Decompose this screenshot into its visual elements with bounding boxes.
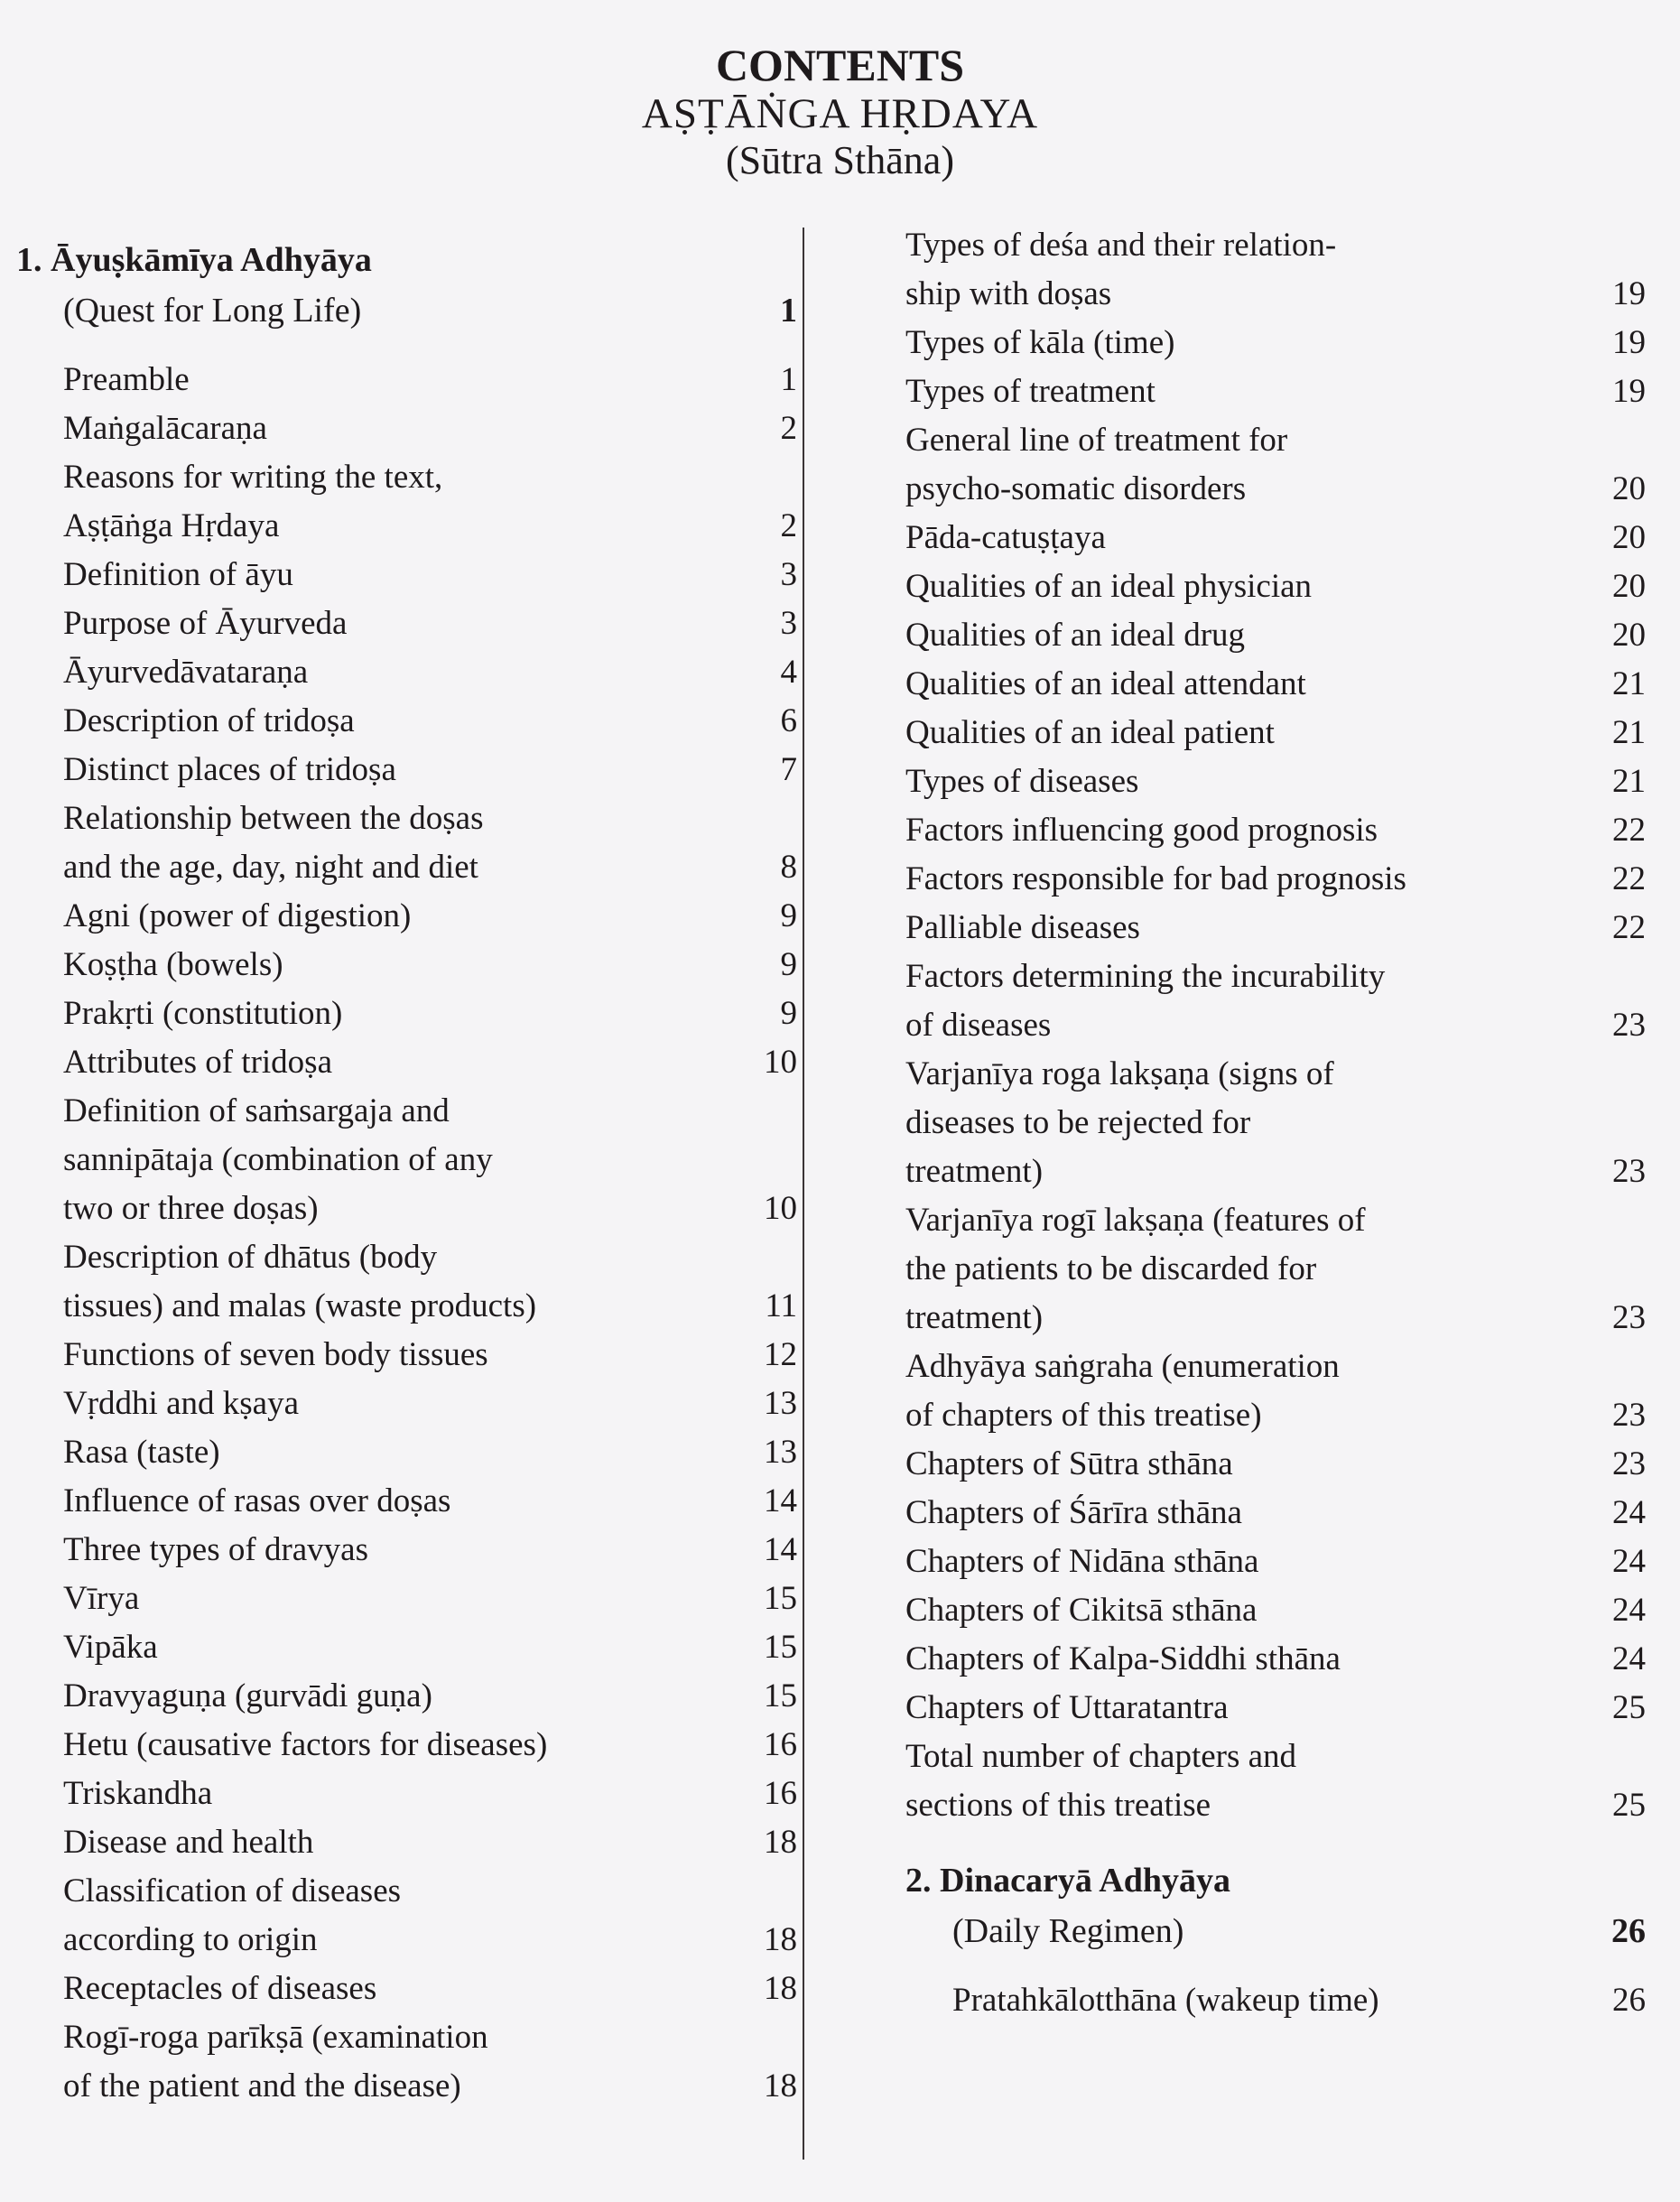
toc-entry (63, 746, 797, 794)
toc-entry (63, 1233, 797, 1331)
toc-entry-text: Relationship between the doṣas and the age, day, night and diet (63, 800, 484, 886)
chapter-2-heading (905, 1855, 1646, 1956)
toc-entry-page: 14 (764, 1531, 797, 1568)
toc-entry-page: 15 (764, 1629, 797, 1666)
toc-entry-page: 23 (1612, 1299, 1646, 1336)
toc-entry-text: Description of tridoṣa (63, 702, 355, 739)
toc-entry-text: Pratahkālotthāna (wakeup time) (952, 1982, 1379, 2019)
chapter-1-subtitle: (Quest for Long Life) (63, 292, 362, 330)
toc-entry (63, 990, 797, 1038)
toc-entry-text: Vṛddhi and kṣaya (63, 1385, 299, 1422)
toc-entry (905, 1586, 1646, 1635)
toc-entry-text: Qualities of an ideal patient (905, 714, 1275, 751)
toc-entry-text: Types of deśa and their relation- ship with doṣas (905, 227, 1337, 312)
toc-entry (905, 952, 1646, 1050)
toc-entry-page: 10 (764, 1044, 797, 1081)
toc-entry (63, 1672, 797, 1721)
toc-entry (905, 1538, 1646, 1586)
toc-entry-text: Varjanīya rogī lakṣaṇa (features of the patients to be discarded for treatment) (905, 1202, 1366, 1336)
chapter-1-title: 1. Āyuṣkāmīya Adhyāya (16, 241, 372, 279)
toc-entry-text: Varjanīya roga lakṣaṇa (signs of diseases to be rejected for treatment) (905, 1055, 1334, 1190)
toc-entry-text: Classification of diseases according to origin (63, 1872, 402, 1958)
chapter-1-page: 1 (780, 292, 797, 330)
toc-entry-text: Koṣṭha (bowels) (63, 946, 283, 983)
toc-entry-page: 12 (764, 1336, 797, 1373)
toc-entry-text: Types of treatment (905, 373, 1156, 410)
toc-entry (63, 1867, 797, 1965)
toc-entry (63, 794, 797, 892)
toc-entry-page: 24 (1612, 1640, 1646, 1677)
toc-entry (63, 892, 797, 941)
toc-entry-text: Qualities of an ideal attendant (905, 665, 1306, 702)
toc-entry (905, 1440, 1646, 1489)
toc-entry (905, 709, 1646, 757)
toc-entry-page: 22 (1612, 909, 1646, 946)
toc-entry-page: 20 (1612, 470, 1646, 507)
toc-entry-text: Agni (power of digestion) (63, 897, 412, 934)
toc-entry-text: Reasons for writing the text, Aṣṭāṅga Hṛdaya (63, 459, 443, 544)
toc-entry (905, 562, 1646, 611)
toc-entry-page: 16 (764, 1726, 797, 1763)
contents-heading: CONTENTS (715, 40, 965, 90)
toc-entry-page: 18 (764, 1824, 797, 1861)
toc-entry (905, 416, 1646, 514)
chapter-2-subtitle: (Daily Regimen) (952, 1912, 1184, 1950)
toc-entry (905, 1684, 1646, 1733)
toc-entry (905, 806, 1646, 855)
right-entry-list (905, 221, 1646, 1830)
toc-entry (905, 1733, 1646, 1830)
toc-entry-page: 21 (1612, 763, 1646, 800)
toc-entry (952, 1976, 1646, 2025)
toc-entry (905, 611, 1646, 660)
toc-entry (905, 221, 1646, 319)
toc-entry-text: Rogī-roga parīkṣā (examination of the patient and the disease) (63, 2019, 488, 2104)
toc-entry-text: Hetu (causative factors for diseases) (63, 1726, 548, 1763)
toc-entry-page: 3 (780, 605, 797, 642)
chapter-2-row (905, 1906, 1646, 1956)
toc-entry (63, 2013, 797, 2111)
toc-entry-text: Rasa (taste) (63, 1434, 220, 1471)
left-column (16, 235, 797, 2111)
toc-entry-text: Dravyaguṇa (gurvādi guṇa) (63, 1677, 432, 1714)
toc-entry-text: Disease and health (63, 1824, 314, 1861)
toc-entry-text: Qualities of an ideal drug (905, 617, 1246, 654)
toc-entry-page: 26 (1612, 1982, 1646, 2019)
toc-entry (905, 757, 1646, 806)
toc-entry-page: 20 (1612, 519, 1646, 556)
toc-entry (905, 904, 1646, 952)
toc-entry (63, 1575, 797, 1623)
sthana-title: (Sūtra Sthāna) (726, 137, 954, 182)
book-title: AṢṬĀṄGA HṚDAYA (641, 90, 1039, 137)
left-entry-list (16, 356, 797, 2111)
toc-entry-page: 9 (780, 995, 797, 1032)
page-header (0, 40, 1680, 182)
toc-entry-text: General line of treatment for psycho-somatic disorders (905, 422, 1288, 507)
toc-entry-page: 25 (1612, 1689, 1646, 1726)
toc-entry (63, 356, 797, 404)
toc-entry-text: Pāda-catuṣṭaya (905, 519, 1106, 556)
toc-entry-page: 16 (764, 1775, 797, 1812)
toc-entry-page: 15 (764, 1580, 797, 1617)
toc-entry (63, 1623, 797, 1672)
chapter-2-entry-list (905, 1976, 1646, 2025)
toc-entry-page: 8 (780, 849, 797, 886)
toc-entry (63, 551, 797, 599)
toc-entry-page: 21 (1612, 714, 1646, 751)
toc-entry-page: 13 (764, 1434, 797, 1471)
toc-entry-page: 20 (1612, 617, 1646, 654)
toc-entry-text: Vipāka (63, 1629, 158, 1666)
toc-entry (63, 1770, 797, 1818)
toc-entry-text: Factors responsible for bad prognosis (905, 860, 1406, 897)
toc-entry (905, 1635, 1646, 1684)
toc-entry-text: Āyurvedāvataraṇa (63, 654, 309, 691)
toc-entry-page: 22 (1612, 812, 1646, 849)
toc-entry (905, 1196, 1646, 1343)
toc-entry-page: 24 (1612, 1543, 1646, 1580)
toc-entry (63, 453, 797, 551)
toc-entry (63, 1965, 797, 2013)
toc-entry (63, 404, 797, 453)
chapter-2-title: 2. Dinacaryā Adhyāya (905, 1862, 1230, 1900)
toc-entry-page: 20 (1612, 568, 1646, 605)
toc-entry (63, 1428, 797, 1477)
toc-entry (63, 697, 797, 746)
toc-entry-page: 25 (1612, 1787, 1646, 1824)
toc-entry (63, 1526, 797, 1575)
toc-entry-page: 2 (780, 507, 797, 544)
toc-entry-text: Chapters of Cikitsā sthāna (905, 1592, 1258, 1629)
toc-entry-text: Triskandha (63, 1775, 213, 1812)
toc-entry-text: Distinct places of tridoṣa (63, 751, 396, 788)
toc-entry (63, 1818, 797, 1867)
toc-entry-text: Factors determining the incurability of diseases (905, 958, 1386, 1044)
toc-entry-text: Palliable diseases (905, 909, 1140, 946)
toc-entry-page: 4 (780, 654, 797, 691)
toc-entry-page: 22 (1612, 860, 1646, 897)
toc-entry (63, 1380, 797, 1428)
toc-entry-text: Influence of rasas over doṣas (63, 1482, 451, 1519)
toc-entry-text: Chapters of Sūtra sthāna (905, 1445, 1233, 1482)
toc-entry-page: 10 (764, 1190, 797, 1227)
chapter-1-heading (16, 235, 797, 336)
toc-entry-text: Qualities of an ideal physician (905, 568, 1313, 605)
toc-entry-text: Vīrya (63, 1580, 140, 1617)
toc-entry-page: 23 (1612, 1153, 1646, 1190)
toc-entry-page: 14 (764, 1482, 797, 1519)
toc-entry-text: Three types of dravyas (63, 1531, 369, 1568)
toc-entry-page: 18 (764, 1921, 797, 1958)
toc-entry-page: 19 (1612, 275, 1646, 312)
toc-entry-text: Chapters of Nidāna sthāna (905, 1543, 1259, 1580)
toc-entry (905, 514, 1646, 562)
toc-entry (905, 367, 1646, 416)
chapter-1-row (16, 285, 797, 336)
toc-entry-page: 9 (780, 946, 797, 983)
chapter-2-page: 26 (1611, 1912, 1646, 1950)
toc-entry-page: 9 (780, 897, 797, 934)
toc-entry-page: 19 (1612, 373, 1646, 410)
toc-entry (63, 941, 797, 990)
toc-entry (63, 599, 797, 648)
toc-entry (63, 1087, 797, 1233)
toc-entry-page: 6 (780, 702, 797, 739)
toc-entry (905, 1050, 1646, 1196)
toc-entry (905, 660, 1646, 709)
toc-entry-page: 2 (780, 410, 797, 447)
toc-entry-text: Factors influencing good prognosis (905, 812, 1378, 849)
toc-entry (63, 648, 797, 697)
right-column (905, 221, 1646, 2025)
toc-entry-text: Prakṛti (constitution) (63, 995, 343, 1032)
toc-entry-text: Maṅgalācaraṇa (63, 410, 267, 447)
toc-entry (63, 1038, 797, 1087)
toc-entry-page: 19 (1612, 324, 1646, 361)
toc-entry-page: 11 (765, 1287, 797, 1324)
toc-entry-text: Adhyāya saṅgraha (enumeration of chapters of this treatise) (905, 1348, 1340, 1434)
toc-entry-text: Types of diseases (905, 763, 1139, 800)
toc-entry (63, 1331, 797, 1380)
toc-entry-page: 15 (764, 1677, 797, 1714)
toc-entry-text: Total number of chapters and sections of this treatise (905, 1738, 1297, 1824)
toc-entry-page: 13 (764, 1385, 797, 1422)
toc-entry-text: Preamble (63, 361, 190, 398)
toc-entry-page: 23 (1612, 1397, 1646, 1434)
toc-entry-page: 24 (1612, 1494, 1646, 1531)
toc-entry-text: Definition of saṁsargaja and sannipātaja (combination of any two or three doṣas) (63, 1092, 493, 1227)
toc-entry-page: 23 (1612, 1445, 1646, 1482)
toc-entry-page: 21 (1612, 665, 1646, 702)
toc-entry-text: Receptacles of diseases (63, 1970, 377, 2007)
toc-entry-page: 18 (764, 1970, 797, 2007)
toc-entry-page: 24 (1612, 1592, 1646, 1629)
toc-entry (905, 855, 1646, 904)
toc-entry-page: 3 (780, 556, 797, 593)
toc-entry-text: Definition of āyu (63, 556, 293, 593)
toc-entry-page: 7 (780, 751, 797, 788)
toc-entry-text: Attributes of tridoṣa (63, 1044, 333, 1081)
toc-entry-text: Chapters of Uttaratantra (905, 1689, 1229, 1726)
toc-entry-page: 23 (1612, 1007, 1646, 1044)
toc-entry-text: Functions of seven body tissues (63, 1336, 488, 1373)
toc-entry-text: Chapters of Śārīra sthāna (905, 1494, 1242, 1531)
toc-entry (905, 319, 1646, 367)
toc-entry-text: Types of kāla (time) (905, 324, 1175, 361)
toc-entry-text: Purpose of Āyurveda (63, 605, 348, 642)
toc-entry-text: Description of dhātus (body tissues) and malas (waste products) (63, 1239, 537, 1324)
toc-entry-page: 18 (764, 2067, 797, 2104)
column-divider (803, 228, 804, 2160)
toc-entry (63, 1721, 797, 1770)
toc-entry-text: Chapters of Kalpa-Siddhi sthāna (905, 1640, 1341, 1677)
toc-entry-page: 1 (780, 361, 797, 398)
toc-entry (905, 1489, 1646, 1538)
toc-entry (905, 1343, 1646, 1440)
toc-entry (63, 1477, 797, 1526)
